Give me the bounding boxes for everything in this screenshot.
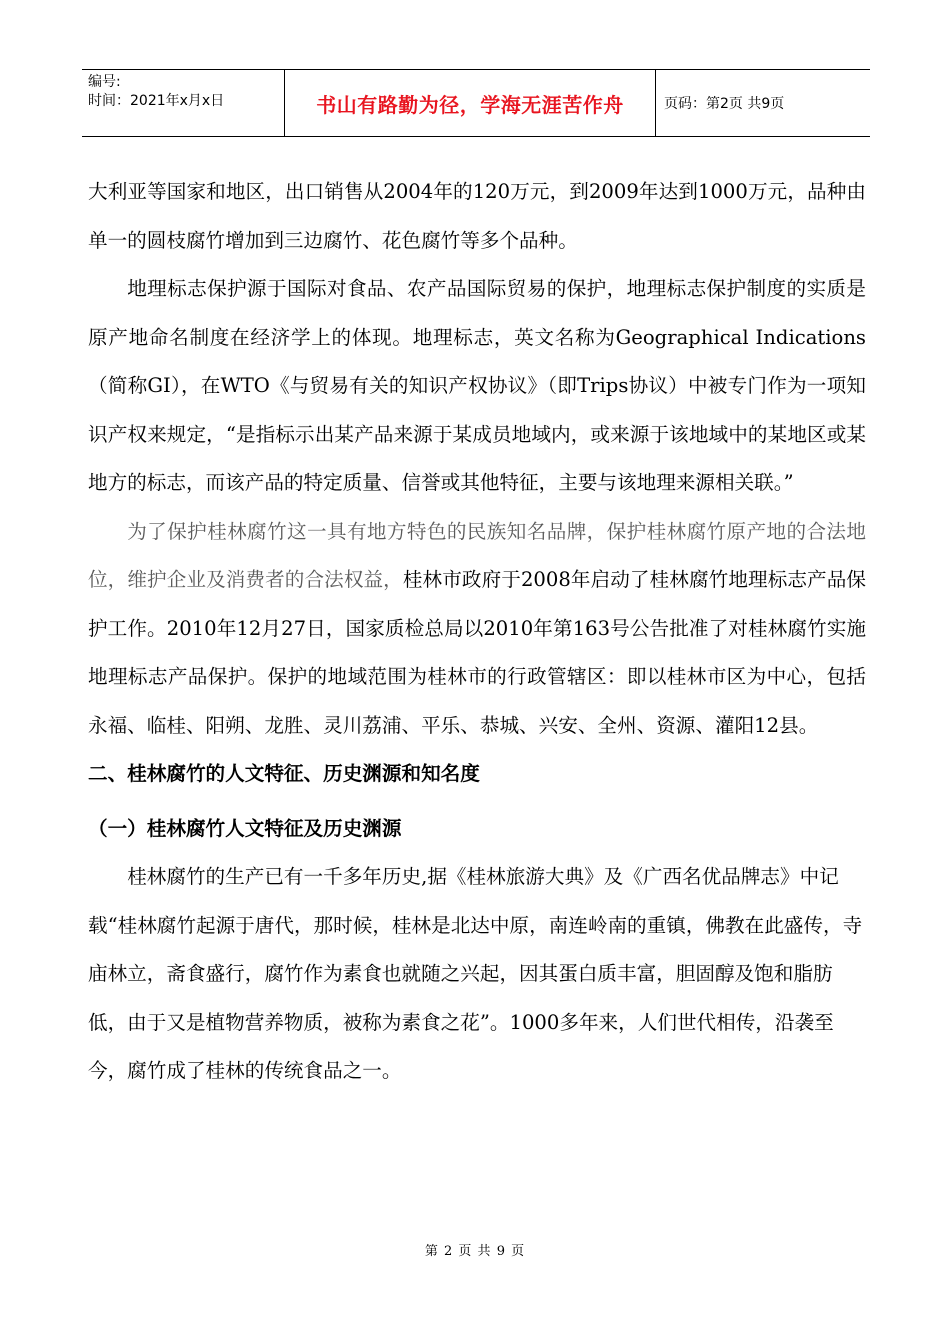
date-label: 时间：2021年x月x日 (88, 93, 225, 109)
header-table (82, 69, 870, 137)
motto-text: 书山有路勤为径，学海无涯苦作舟 (316, 92, 624, 117)
header-motto-cell (284, 70, 656, 136)
paragraph-protection (88, 508, 866, 751)
paragraph-export: 大利亚等国家和地区，出口销售从2004年的120万元，到2009年达到1000万元，品种由单一的圆枝腐竹增加到三边腐竹、花色腐竹等多个品种。 (88, 180, 866, 252)
header-left-cell (82, 70, 284, 136)
subsection-heading: （一）桂林腐竹人文特征及历史渊源 (88, 816, 402, 840)
paragraph-gi-definition: 地理标志保护源于国际对食品、农产品国际贸易的保护，地理标志保护制度的实质是原产地命名制度在经济学上的体现。地理标志，英文名称为Geographical Indications（简称GI），在WTO《与贸易有关的知识产权协议》（即Trips协议）中被专门作为一项知识产权来规定，“是指标示出某产品来源于某成员地域内，或来源于该地域中的某地区或某地方的标志，而该产品的特定质量、信誉或其他特征，主要与该地理来源相关联。” (88, 277, 866, 494)
paragraph-protection-main: 桂林市政府于2008年启动了桂林腐竹地理标志产品保护工作。2010年12月27日，国家质检总局以2010年第163号公告批准了对桂林腐竹实施地理标志产品保护。保护的地域范围为桂林市的行政管辖区：即以桂林市区为中心，包括永福、临桂、阳朔、龙胜、灵川荔浦、平乐、恭城、兴安、全州、资源、灌阳12县。 (88, 568, 866, 737)
paragraph-protection-grey: 为了保护桂林腐竹这一具有地方特色的民族知名品牌，保护桂林腐竹原产地的合法地位，维护企业及消费者的合法权益， (88, 519, 866, 591)
page-footer: 第 2 页 共 9 页 (424, 1244, 526, 1259)
page-label: 页码：第2页 共9页 (664, 96, 785, 112)
document-body (88, 168, 866, 1096)
header-page-cell (656, 70, 870, 136)
paragraph-history: 桂林腐竹的生产已有一千多年历史,据《桂林旅游大典》及《广西名优品牌志》中记载“桂林腐竹起源于唐代，那时候，桂林是北达中原，南连岭南的重镇，佛教在此盛传，寺庙林立，斋食盛行，腐竹作为素食也就随之兴起，因其蛋白质丰富，胆固醇及饱和脂肪低，由于又是植物营养物质，被称为素食之花”。1000多年来，人们世代相传，沿袭至今，腐竹成了桂林的传统食品之一。 (88, 865, 863, 1082)
serial-label: 编号: (88, 74, 121, 90)
section-heading: 二、桂林腐竹的人文特征、历史渊源和知名度 (88, 762, 480, 785)
